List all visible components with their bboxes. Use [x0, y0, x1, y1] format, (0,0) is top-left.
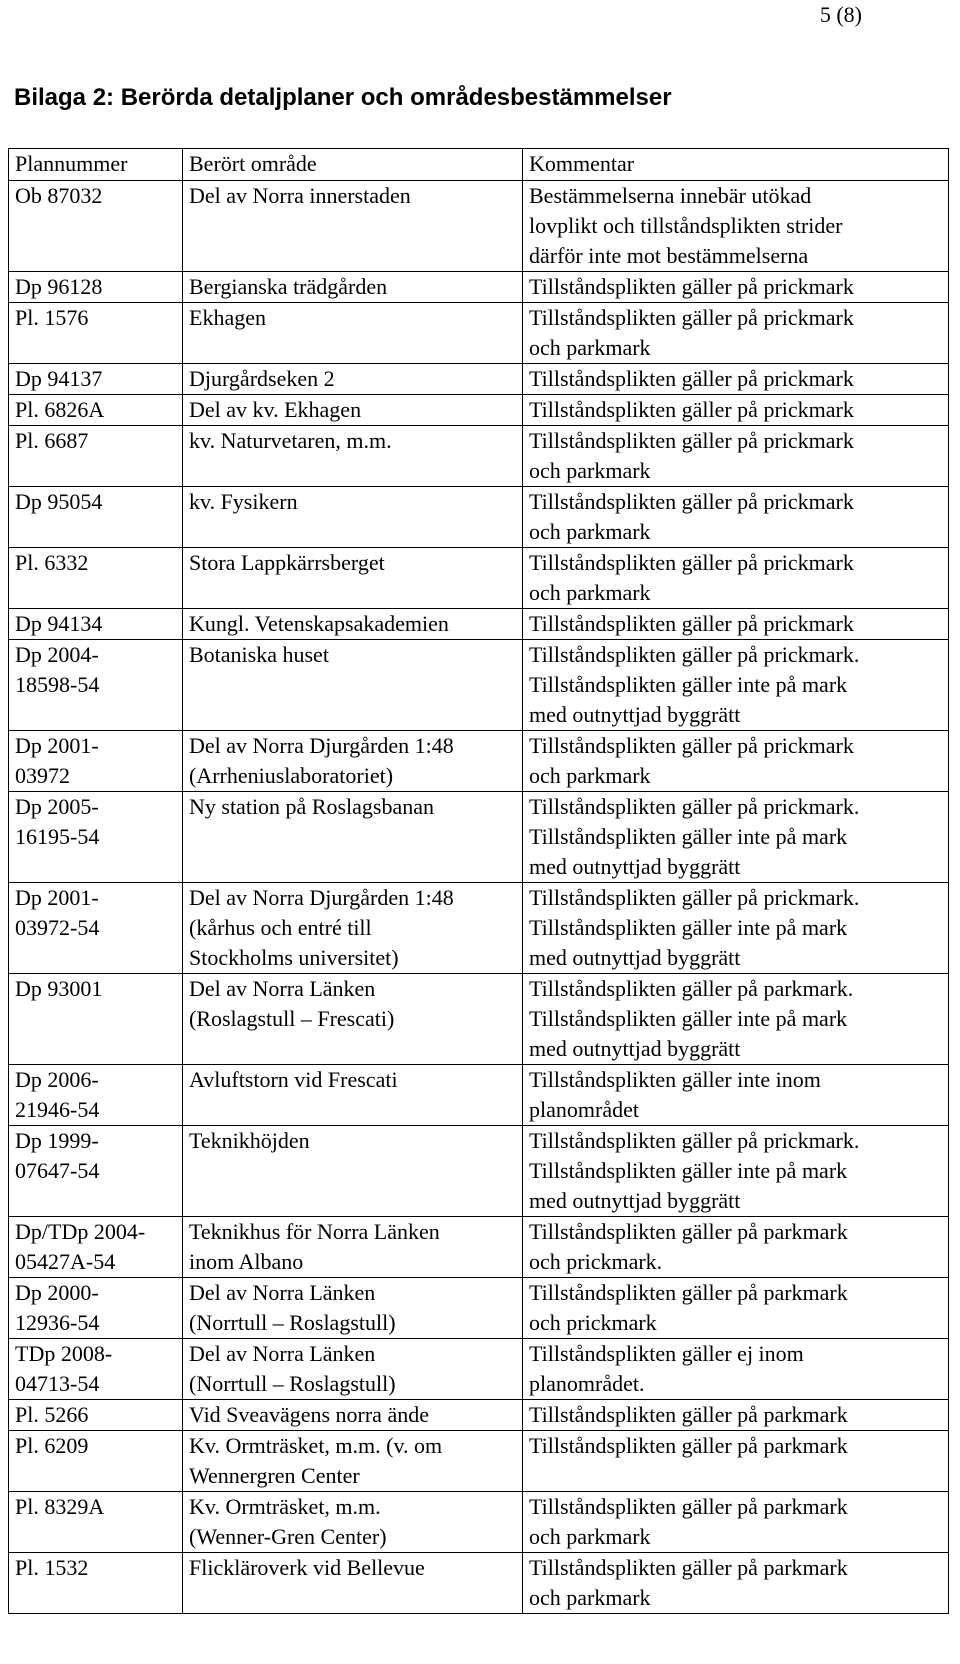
table-row [9, 1431, 949, 1492]
comment-cell: Tillståndsplikten gäller på prickmark. Tillståndsplikten gäller inte på mark med outnyttjad byggrätt [523, 1126, 949, 1217]
table-row [9, 1400, 949, 1431]
affected-area-cell: Bergianska trädgården [183, 272, 523, 303]
affected-area-cell: Kv. Ormträsket, m.m. (v. om Wennergren Center [183, 1431, 523, 1492]
plan-number-cell: Pl. 1532 [9, 1553, 183, 1614]
comment-cell: Tillståndsplikten gäller på parkmark. Tillståndsplikten gäller inte på mark med outnyttjad byggrätt [523, 974, 949, 1065]
affected-area-cell: Ekhagen [183, 303, 523, 364]
comment-cell: Tillståndsplikten gäller på prickmark och parkmark [523, 426, 949, 487]
plan-number-cell: Pl. 6687 [9, 426, 183, 487]
plan-number-cell: Dp 94134 [9, 609, 183, 640]
column-header-area: Berört område [183, 149, 523, 181]
table-row [9, 1278, 949, 1339]
table-row [9, 1339, 949, 1400]
plan-number-cell: Dp 2001- 03972 [9, 731, 183, 792]
affected-area-cell: Botaniska huset [183, 640, 523, 731]
comment-cell: Tillståndsplikten gäller på parkmark och prickmark. [523, 1217, 949, 1278]
plan-number-cell: Dp 93001 [9, 974, 183, 1065]
comment-cell: Tillståndsplikten gäller på prickmark [523, 609, 949, 640]
comment-cell: Tillståndsplikten gäller på prickmark [523, 272, 949, 303]
affected-area-cell: Del av kv. Ekhagen [183, 395, 523, 426]
plan-number-cell: Dp 2005- 16195-54 [9, 792, 183, 883]
plans-table [8, 148, 949, 1614]
comment-cell: Tillståndsplikten gäller på prickmark. Tillståndsplikten gäller inte på mark med outnyttjad byggrätt [523, 640, 949, 731]
comment-cell: Tillståndsplikten gäller på prickmark [523, 364, 949, 395]
table-row [9, 487, 949, 548]
affected-area-cell: Kungl. Vetenskapsakademien [183, 609, 523, 640]
plan-number-cell: Dp 2000- 12936-54 [9, 1278, 183, 1339]
affected-area-cell: Flickläroverk vid Bellevue [183, 1553, 523, 1614]
table-row [9, 731, 949, 792]
plan-number-cell: Dp 94137 [9, 364, 183, 395]
comment-cell: Tillståndsplikten gäller på parkmark [523, 1400, 949, 1431]
comment-cell: Tillståndsplikten gäller på prickmark. Tillståndsplikten gäller inte på mark med outnyttjad byggrätt [523, 792, 949, 883]
comment-cell: Tillståndsplikten gäller på prickmark och parkmark [523, 303, 949, 364]
affected-area-cell: kv. Fysikern [183, 487, 523, 548]
comment-cell: Tillståndsplikten gäller på prickmark och parkmark [523, 548, 949, 609]
plan-number-cell: Dp 2006- 21946-54 [9, 1065, 183, 1126]
affected-area-cell: Del av Norra Djurgården 1:48 (kårhus och entré till Stockholms universitet) [183, 883, 523, 974]
comment-cell: Tillståndsplikten gäller på parkmark och prickmark [523, 1278, 949, 1339]
table-row [9, 609, 949, 640]
table-row [9, 640, 949, 731]
plan-number-cell: Pl. 6332 [9, 548, 183, 609]
plan-number-cell: Dp 96128 [9, 272, 183, 303]
affected-area-cell: Del av Norra innerstaden [183, 181, 523, 272]
plan-number-cell: Dp/TDp 2004- 05427A-54 [9, 1217, 183, 1278]
page-number: 5 (8) [819, 2, 862, 27]
plan-number-cell: Dp 1999- 07647-54 [9, 1126, 183, 1217]
plan-number-cell: TDp 2008- 04713-54 [9, 1339, 183, 1400]
comment-cell: Bestämmelserna innebär utökad lovplikt och tillståndsplikten strider därför inte mot bestämmelserna [523, 181, 949, 272]
table-row [9, 1126, 949, 1217]
affected-area-cell: Avluftstorn vid Frescati [183, 1065, 523, 1126]
plan-number-cell: Dp 2001- 03972-54 [9, 883, 183, 974]
table-row [9, 1065, 949, 1126]
comment-cell: Tillståndsplikten gäller på prickmark och parkmark [523, 731, 949, 792]
comment-cell: Tillståndsplikten gäller inte inom planområdet [523, 1065, 949, 1126]
affected-area-cell: Del av Norra Länken (Norrtull – Roslagstull) [183, 1339, 523, 1400]
affected-area-cell: Del av Norra Länken (Norrtull – Roslagstull) [183, 1278, 523, 1339]
table-row [9, 792, 949, 883]
comment-cell: Tillståndsplikten gäller på prickmark och parkmark [523, 487, 949, 548]
affected-area-cell: Djurgårdseken 2 [183, 364, 523, 395]
affected-area-cell: Kv. Ormträsket, m.m. (Wenner-Gren Center) [183, 1492, 523, 1553]
table-row [9, 548, 949, 609]
table-row [9, 272, 949, 303]
page-title: Bilaga 2: Berörda detaljplaner och områdesbestämmelser [14, 84, 672, 111]
comment-cell: Tillståndsplikten gäller på parkmark och parkmark [523, 1492, 949, 1553]
plan-number-cell: Pl. 5266 [9, 1400, 183, 1431]
table-row [9, 364, 949, 395]
plan-number-cell: Dp 2004- 18598-54 [9, 640, 183, 731]
plan-number-cell: Pl. 8329A [9, 1492, 183, 1553]
table-row [9, 426, 949, 487]
plan-number-cell: Pl. 6826A [9, 395, 183, 426]
comment-cell: Tillståndsplikten gäller på prickmark. Tillståndsplikten gäller inte på mark med outnyttjad byggrätt [523, 883, 949, 974]
plan-number-cell: Pl. 6209 [9, 1431, 183, 1492]
plan-number-cell: Ob 87032 [9, 181, 183, 272]
column-header-plan: Plannummer [9, 149, 183, 181]
table-row [9, 1492, 949, 1553]
plan-number-cell: Dp 95054 [9, 487, 183, 548]
column-header-comment: Kommentar [523, 149, 949, 181]
affected-area-cell: kv. Naturvetaren, m.m. [183, 426, 523, 487]
comment-cell: Tillståndsplikten gäller ej inom planområdet. [523, 1339, 949, 1400]
table-header-row [9, 149, 949, 181]
comment-cell: Tillståndsplikten gäller på parkmark [523, 1431, 949, 1492]
affected-area-cell: Vid Sveavägens norra ände [183, 1400, 523, 1431]
plan-number-cell: Pl. 1576 [9, 303, 183, 364]
table-row [9, 181, 949, 272]
table-row [9, 883, 949, 974]
affected-area-cell: Teknikhöjden [183, 1126, 523, 1217]
comment-cell: Tillståndsplikten gäller på parkmark och parkmark [523, 1553, 949, 1614]
affected-area-cell: Stora Lappkärrsberget [183, 548, 523, 609]
table-row [9, 974, 949, 1065]
table-row [9, 1553, 949, 1614]
table-row [9, 1217, 949, 1278]
affected-area-cell: Teknikhus för Norra Länken inom Albano [183, 1217, 523, 1278]
table-row [9, 303, 949, 364]
affected-area-cell: Del av Norra Djurgården 1:48 (Arrheniuslaboratoriet) [183, 731, 523, 792]
affected-area-cell: Del av Norra Länken (Roslagstull – Frescati) [183, 974, 523, 1065]
table-row [9, 395, 949, 426]
comment-cell: Tillståndsplikten gäller på prickmark [523, 395, 949, 426]
affected-area-cell: Ny station på Roslagsbanan [183, 792, 523, 883]
